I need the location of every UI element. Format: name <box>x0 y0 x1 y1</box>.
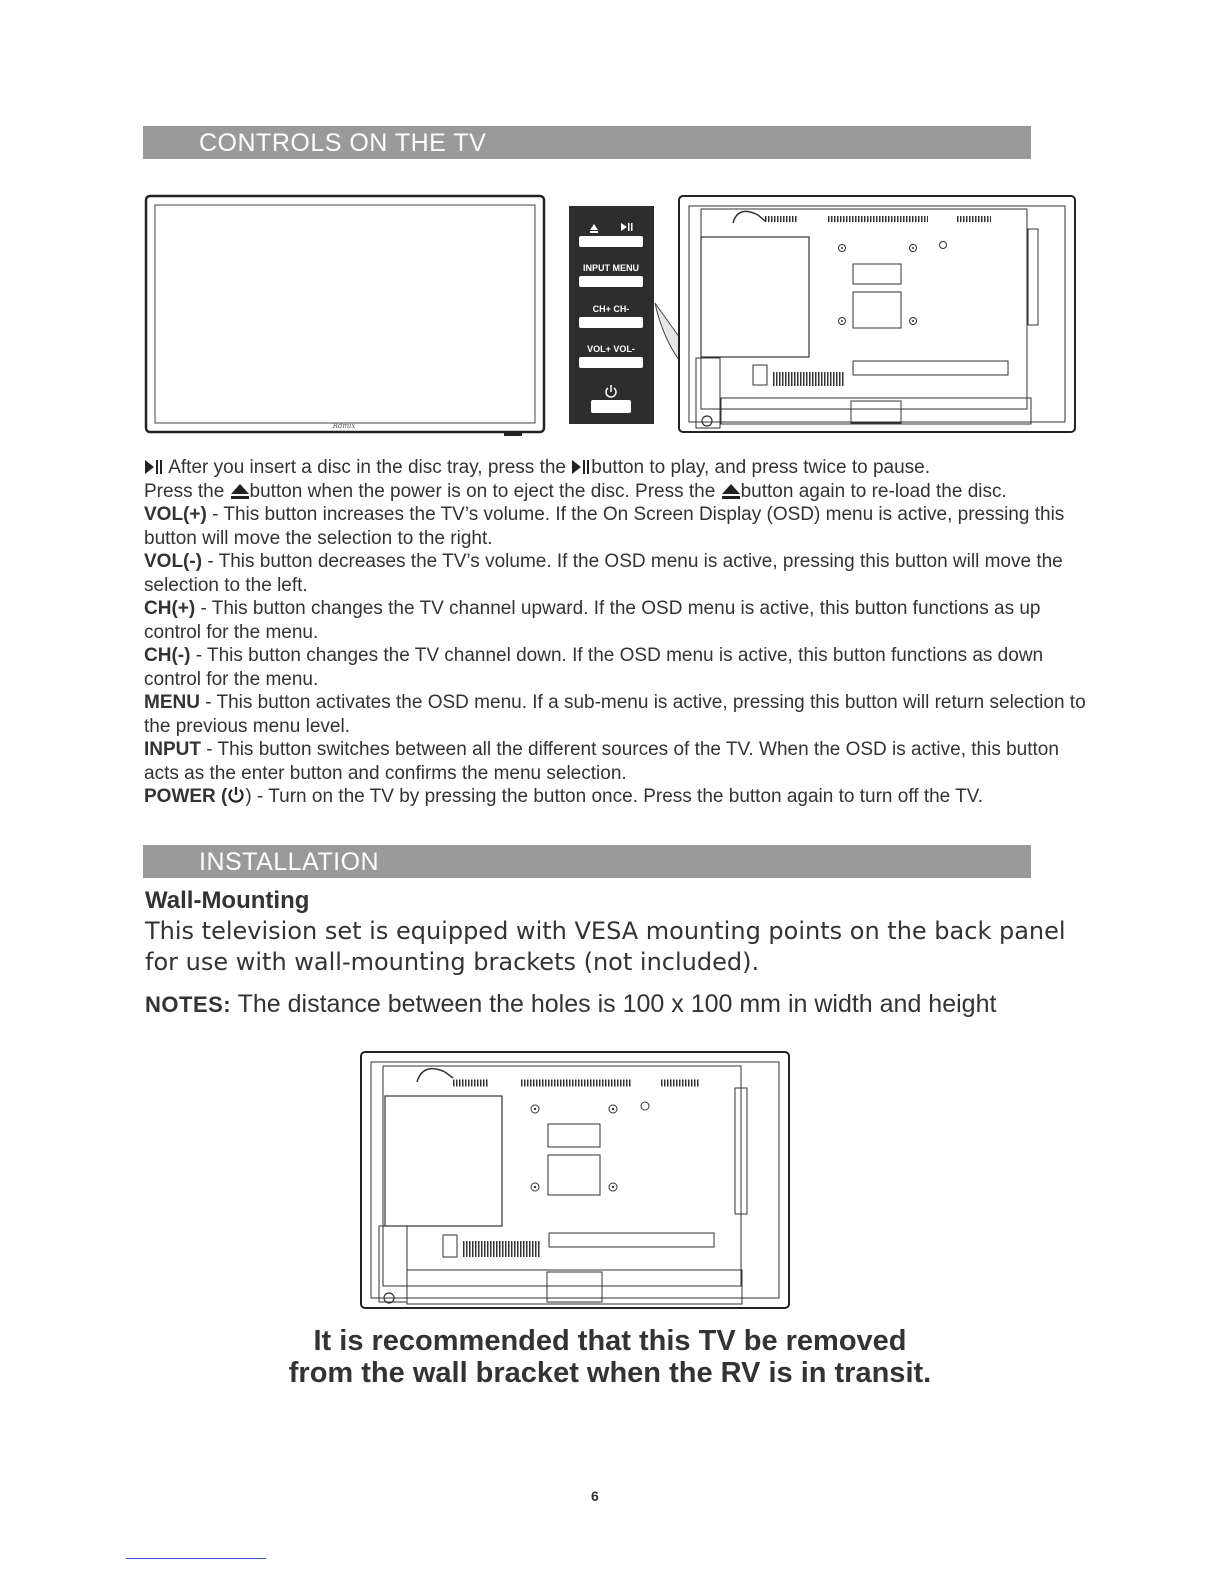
vesa-paragraph: This television set is equipped with VESA mounting points on the back panel for use with wall-mounting brackets (not included). <box>145 917 1066 976</box>
eject-description: Press the button when the power is on to eject the disc. Press the button again to re-load the disc. <box>144 480 1007 502</box>
panel-label-input-menu: INPUT MENU <box>583 263 639 273</box>
panel-label-ch: CH+ CH- <box>592 304 630 314</box>
eject-icon <box>721 483 741 499</box>
menu-description: MENU - This button activates the OSD menu. If a sub-menu is active, pressing this button will return selection to the previous menu level. <box>144 692 1086 737</box>
controls-description <box>144 456 1094 809</box>
notes-label: NOTES: <box>145 992 232 1017</box>
tv-front-illustration <box>144 193 548 437</box>
vol-minus-description: VOL(-) - This button decreases the TV’s volume. If the OSD menu is active, pressing this button will move the selection to the left. <box>144 551 1063 596</box>
section-header-controls <box>143 126 1031 159</box>
control-panel-illustration <box>569 206 654 424</box>
vol-plus-description: VOL(+) - This button increases the TV’s volume. If the On Screen Display (OSD) menu is active, pressing this button will move the selection to the right. <box>144 504 1065 549</box>
ch-minus-description: CH(-) - This button changes the TV channel down. If the OSD menu is active, this button functions as down control for the menu. <box>144 645 1044 690</box>
playpause-description: After you insert a disc in the disc tray, press the button to play, and press twice to pause. <box>144 456 1094 480</box>
section-title: INSTALLATION <box>199 848 380 876</box>
power-icon <box>227 786 245 804</box>
power-description: POWER ( ) - Turn on the TV by pressing the button once. Press the button again to turn off the TV. <box>144 786 983 807</box>
tv-back-illustration <box>653 193 1079 439</box>
tv-brand-logo: Rdmix <box>332 422 356 430</box>
eject-icon <box>230 483 250 499</box>
notes-text: The distance between the holes is 100 x 100 mm in width and height <box>237 990 997 1018</box>
page-number: 6 <box>591 1488 599 1504</box>
input-description: INPUT - This button switches between all the different sources of the TV. When the OSD is active, this button acts as the enter button and confirms the menu selection. <box>144 739 1059 784</box>
ch-plus-description: CH(+) - This button changes the TV channel upward. If the OSD menu is active, this button functions as up control for the menu. <box>144 598 1041 643</box>
footer-rule <box>126 1558 266 1559</box>
notes-line <box>145 990 996 1019</box>
play-pause-icon <box>571 459 591 475</box>
wall-mounting-heading: Wall-Mounting <box>145 887 310 914</box>
section-title: CONTROLS ON THE TV <box>199 129 487 157</box>
tv-back-mounting-illustration <box>359 1050 791 1310</box>
section-header-installation <box>143 845 1031 878</box>
play-pause-icon <box>144 459 164 475</box>
transit-warning: It is recommended that this TV be removed from the wall bracket when the RV is in transit. <box>288 1325 932 1389</box>
panel-label-vol: VOL+ VOL- <box>587 344 635 354</box>
